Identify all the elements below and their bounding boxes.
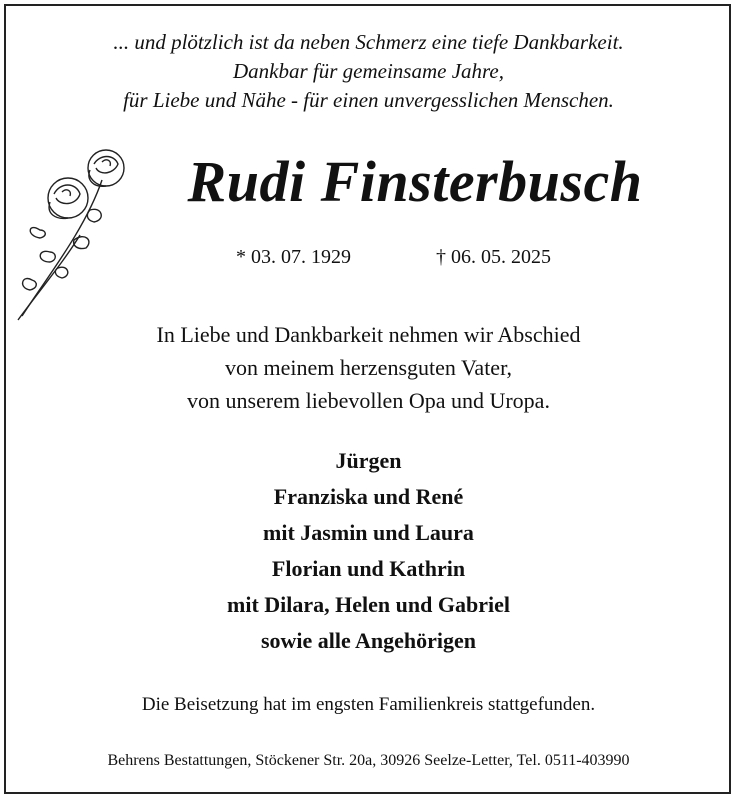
family-line-3: mit Jasmin und Laura [263,520,474,545]
family-line-5: mit Dilara, Helen und Gabriel [227,592,510,617]
family-line-1: Jürgen [335,448,402,473]
verse-line-3: für Liebe und Nähe - für einen unvergesslichen Menschen. [123,88,614,112]
farewell-line-1: In Liebe und Dankbarkeit nehmen wir Abschied [156,322,581,347]
deceased-name: Rudi Finsterbusch [187,149,643,214]
farewell-line-3: von unserem liebevollen Opa und Uropa. [187,388,550,413]
birth-date: * 03. 07. 1929 [236,246,351,268]
family-line-2: Franziska und René [273,484,464,509]
verse-line-2: Dankbar für gemeinsame Jahre, [232,59,504,83]
burial-note: Die Beisetzung hat im engsten Familienkreis stattgefunden. [141,694,596,715]
family-line-4: Florian und Kathrin [271,556,466,581]
funeral-home-footer: Behrens Bestattungen, Stöckener Str. 20a, 30926 Seelze-Letter, Tel. 0511-403990 [107,752,630,769]
verse-line-1: ... und plötzlich ist da neben Schmerz eine tiefe Dankbarkeit. [113,30,624,54]
farewell-line-2: von meinem herzensguten Vater, [224,355,513,380]
death-date: † 06. 05. 2025 [436,246,551,268]
family-line-6: sowie alle Angehörigen [260,628,477,653]
